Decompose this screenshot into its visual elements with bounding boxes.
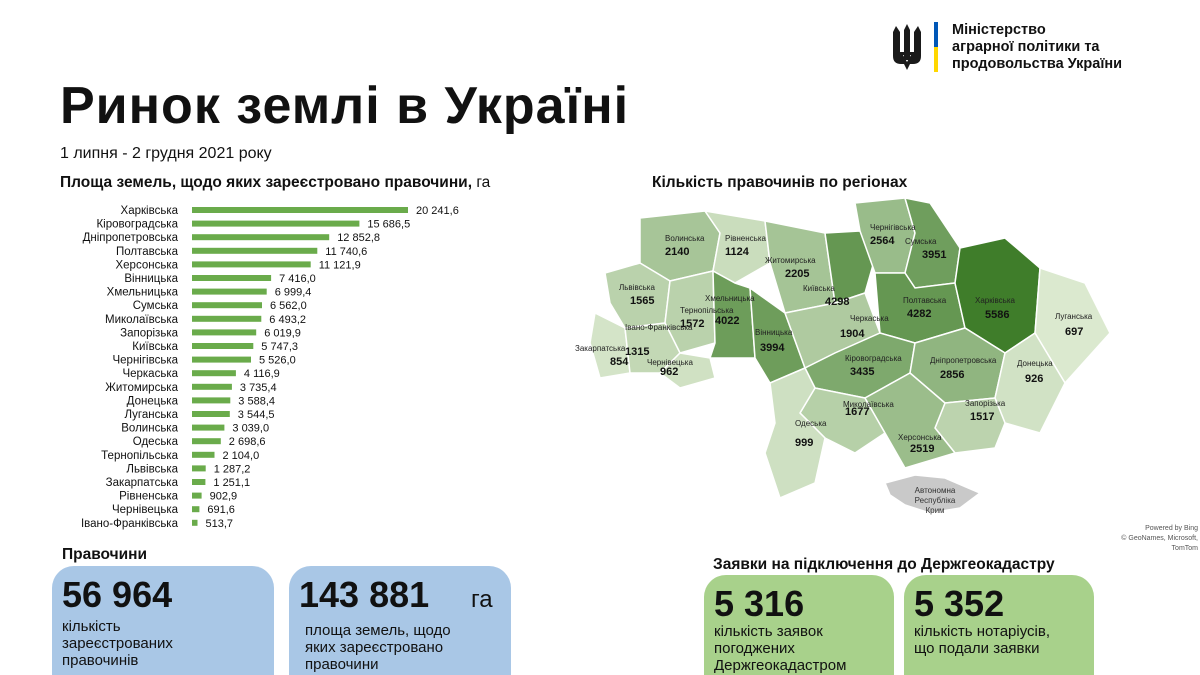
transactions-area-unit: га: [471, 586, 493, 613]
region-map: [575, 193, 1140, 533]
applications-title: Заявки на підключення до Держгеокадастру: [713, 556, 1055, 573]
map-region-label: Полтавська: [903, 296, 947, 305]
map-region-label: Херсонська: [898, 433, 942, 442]
flag-blue: [934, 22, 938, 47]
bar: [192, 234, 329, 240]
bar-value-label: 3 544,5: [237, 409, 275, 421]
bar-category-label: Вінницька: [124, 273, 178, 285]
bar-value-label: 11 121,9: [318, 259, 361, 272]
bar-category-label: Сумська: [132, 300, 178, 313]
bar-category-label: Івано-Франківська: [80, 517, 178, 530]
map-region-value: 1565: [630, 295, 655, 307]
bar-value-label: 5 526,0: [259, 354, 296, 367]
bar-value-label: 3 735,4: [239, 381, 277, 394]
bar-value-label: 2 698,6: [228, 436, 266, 449]
crimea-label: Автономна Республіка Крим: [914, 486, 956, 515]
map-region-label: Харківська: [975, 296, 1015, 305]
bar-value-label: 2 104,0: [222, 449, 260, 462]
bar-category-label: Житомирська: [105, 381, 178, 394]
bar: [192, 370, 236, 376]
bar: [192, 493, 202, 499]
map-region-label: Тернопільська: [680, 306, 734, 315]
bar-chart: [40, 202, 480, 537]
approved-applications-desc: [714, 623, 846, 674]
map-region-value: 1677: [845, 406, 870, 418]
map-region-label: Одеська: [795, 419, 827, 428]
bar-value-label: 6 493,2: [269, 313, 307, 326]
transactions-count-value: 56 964: [62, 574, 173, 615]
desc-line: яких зареєстровано: [305, 639, 444, 656]
bar-value-label: 3 588,4: [238, 395, 276, 408]
desc-line: зареєстрованих: [62, 635, 173, 652]
bar: [192, 221, 359, 227]
bar: [192, 207, 408, 213]
desc-line: кількість заявок: [714, 623, 823, 640]
desc-line: правочини: [305, 656, 379, 673]
bar-category-label: Чернігівська: [112, 354, 178, 367]
bar-category-label: Кіровоградська: [96, 218, 178, 231]
map-region-value: 697: [1065, 326, 1084, 338]
bar: [192, 316, 261, 322]
map-region-label: Рівненська: [725, 234, 766, 243]
map-region-label: Запорізька: [965, 399, 1006, 408]
bar: [192, 411, 230, 417]
bar-category-label: Київська: [132, 341, 178, 353]
bar: [192, 397, 230, 403]
map-region-value: 962: [660, 366, 679, 378]
bar: [192, 384, 232, 390]
map-region-label: Вінницька: [755, 328, 793, 337]
bar: [192, 248, 317, 254]
desc-line: Держгеокадастром: [714, 657, 847, 674]
bar: [192, 438, 221, 444]
ministry-line: аграрної політики та: [952, 39, 1100, 55]
bar-category-label: Харківська: [120, 205, 178, 217]
bar-category-label: Одеська: [132, 436, 178, 449]
bar-value-label: 902,9: [209, 490, 238, 503]
bar-category-label: Тернопільська: [101, 449, 178, 462]
page-title: Ринок землі в Україні: [60, 77, 630, 135]
map-region-label: Луганська: [1055, 312, 1093, 321]
bar-value-label: 4 116,9: [243, 368, 280, 381]
bar-category-label: Львівська: [126, 463, 178, 476]
map-region-label: Чернігівська: [870, 223, 916, 232]
map-credit-line: © GeoNames, Microsoft, TomTom: [1121, 535, 1198, 552]
bar-category-label: Хмельницька: [106, 286, 178, 299]
desc-line: кількість: [62, 618, 121, 635]
map-region-value: 4022: [715, 315, 740, 327]
bar-value-label: 15 686,5: [367, 218, 411, 231]
map-region-label: Львівська: [619, 283, 655, 292]
bar: [192, 343, 253, 349]
notaries-desc: [914, 623, 1050, 657]
map-region-label: Хмельницька: [705, 294, 755, 303]
map-region-value: 1315: [625, 346, 650, 358]
approved-applications-card: [704, 575, 894, 675]
map-region-value: 1517: [970, 411, 995, 423]
bar: [192, 275, 271, 281]
bar-value-label: 7 416,0: [279, 273, 316, 285]
map-region-value: 4282: [907, 308, 932, 320]
bar-category-label: Запорізька: [120, 327, 178, 340]
bar-category-label: Дніпропетровська: [82, 232, 178, 245]
map-region-label: Сумська: [905, 237, 937, 246]
bar: [192, 452, 215, 458]
map-region-label: Миколаївська: [843, 400, 894, 409]
bar-value-label: 6 562,0: [270, 300, 307, 313]
map-region-value: 3951: [922, 249, 947, 261]
bar-value-label: 6 999,4: [274, 286, 312, 299]
transactions-title: Правочини: [62, 546, 148, 563]
trident-icon: [890, 22, 924, 72]
bar-category-label: Полтавська: [115, 245, 178, 258]
bar-value-label: 11 740,6: [325, 245, 368, 258]
map-region-label: Донецька: [1017, 359, 1053, 368]
bar-category-label: Донецька: [126, 395, 178, 408]
bar: [192, 520, 198, 526]
transactions-area-value: 143 881: [299, 574, 430, 615]
bar: [192, 357, 251, 363]
bar-value-label: 5 747,3: [261, 341, 299, 353]
bar-category-label: Черкаська: [122, 368, 178, 381]
desc-line: правочинів: [62, 652, 139, 669]
map-region-value: 926: [1025, 373, 1044, 385]
map-region-value: 4298: [825, 296, 850, 308]
bar-value-label: 6 019,9: [264, 327, 301, 340]
map-region-value: 2140: [665, 246, 690, 258]
bar-chart-title: [60, 174, 490, 192]
bar: [192, 465, 206, 471]
bar: [192, 425, 224, 431]
map-credit: [1110, 524, 1198, 554]
bar-category-label: Закарпатська: [105, 477, 178, 489]
notaries-card: [904, 575, 1094, 675]
bar-category-label: Луганська: [124, 409, 178, 421]
bar: [192, 302, 262, 308]
desc-line: площа земель, щодо: [305, 622, 451, 639]
map-region-label: Черкаська: [850, 314, 889, 323]
desc-line: кількість нотаріусів,: [914, 623, 1051, 640]
bar-value-label: 691,6: [207, 504, 235, 517]
transactions-count-desc: [62, 618, 173, 669]
bar-value-label: 20 241,6: [416, 205, 459, 217]
map-region-value: 3994: [760, 342, 785, 354]
map-region-value: 2856: [940, 369, 965, 381]
bar-value-label: 1 287,2: [213, 463, 251, 476]
bar-category-label: Миколаївська: [104, 313, 178, 326]
map-title: Кількість правочинів по регіонах: [652, 174, 908, 191]
transactions-count-card: [52, 566, 274, 675]
map-region-label: Дніпропетровська: [930, 356, 997, 365]
notaries-value: 5 352: [914, 583, 1005, 624]
bar-category-label: Рівненська: [119, 490, 178, 503]
ministry-line: Міністерство: [952, 22, 1046, 38]
map-region-label: Київська: [803, 284, 835, 293]
bar-value-label: 1 251,1: [213, 477, 251, 489]
ministry-logo: [890, 22, 1122, 73]
bar-value-label: 3 039,0: [232, 422, 270, 435]
map-region-label: Житомирська: [765, 256, 816, 265]
transactions-area-card: [289, 566, 511, 675]
bar: [192, 289, 267, 295]
approved-applications-value: 5 316: [714, 583, 805, 624]
page-subtitle: 1 липня - 2 грудня 2021 року: [60, 145, 272, 162]
transactions-area-desc: [305, 622, 451, 673]
map-region-value: 999: [795, 437, 814, 449]
map-region-value: 854: [610, 356, 629, 368]
map-region-label: Чернівецька: [647, 358, 693, 367]
map-region-value: 2564: [870, 235, 895, 247]
bar-category-label: Волинська: [121, 422, 178, 435]
map-region-label: Волинська: [665, 234, 705, 243]
ministry-line: продовольства України: [952, 56, 1123, 72]
bar-category-label: Чернівецька: [112, 504, 178, 517]
map-region-label: Івано-Франківська: [625, 323, 693, 332]
ministry-name: [952, 22, 1122, 73]
bar: [192, 479, 205, 485]
bar-category-label: Херсонська: [115, 259, 178, 272]
bar: [192, 506, 199, 512]
map-credit-line: Powered by Bing: [1145, 525, 1198, 532]
map-region-value: 2519: [910, 443, 935, 455]
map-region-value: 1904: [840, 328, 865, 340]
map-region-label: Закарпатська: [575, 344, 626, 353]
bar-value-label: 513,7: [205, 517, 234, 530]
bar-chart-title-text: Площа земель, щодо яких зареєстровано правочини,: [60, 174, 473, 191]
desc-line: що подали заявки: [914, 640, 1040, 657]
map-region-value: 1572: [680, 318, 705, 330]
bar: [192, 329, 256, 335]
map-region-value: 2205: [785, 268, 810, 280]
map-region-value: 3435: [850, 366, 875, 378]
desc-line: погоджених: [714, 640, 795, 657]
bar: [192, 261, 311, 267]
bar-value-label: 12 852,8: [337, 232, 381, 245]
map-region-label: Кіровоградська: [845, 354, 902, 363]
map-region-value: 5586: [985, 309, 1010, 321]
bar-chart-unit: га: [476, 174, 491, 191]
flag-yellow: [934, 47, 938, 72]
flag-icon: [934, 22, 938, 72]
map-region-value: 1124: [725, 246, 749, 258]
